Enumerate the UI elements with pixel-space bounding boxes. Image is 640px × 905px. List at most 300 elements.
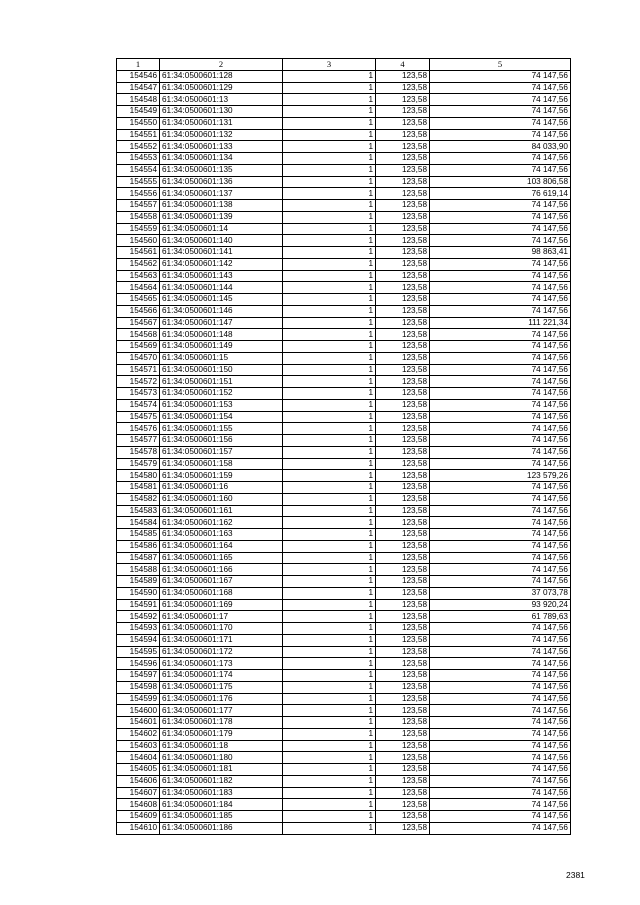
table-cell-col2: 61:34:0500601:14: [160, 223, 283, 235]
table-cell-col2: 61:34:0500601:132: [160, 129, 283, 141]
table-cell-col4: 123,58: [376, 587, 430, 599]
table-cell-col5: 74 147,56: [430, 211, 571, 223]
table-row: [117, 223, 571, 235]
table-cell-col3: 1: [283, 294, 376, 306]
table-cell-col5: 74 147,56: [430, 282, 571, 294]
table-row: [117, 822, 571, 834]
table-cell-col2: 61:34:0500601:147: [160, 317, 283, 329]
table-cell-col5: 74 147,56: [430, 376, 571, 388]
table-cell-col1: 154592: [117, 611, 160, 623]
table-cell-col1: 154562: [117, 258, 160, 270]
table-cell-col2: 61:34:0500601:16: [160, 482, 283, 494]
table-cell-col4: 123,58: [376, 376, 430, 388]
table-cell-col4: 123,58: [376, 94, 430, 106]
table-cell-col4: 123,58: [376, 282, 430, 294]
table-cell-col1: 154555: [117, 176, 160, 188]
table-cell-col4: 123,58: [376, 787, 430, 799]
table-cell-col3: 1: [283, 752, 376, 764]
table-cell-col1: 154585: [117, 529, 160, 541]
table-cell-col1: 154556: [117, 188, 160, 200]
table-row: [117, 458, 571, 470]
table-cell-col1: 154559: [117, 223, 160, 235]
table-row: [117, 670, 571, 682]
table-cell-col2: 61:34:0500601:144: [160, 282, 283, 294]
table-row: [117, 752, 571, 764]
table-cell-col1: 154596: [117, 658, 160, 670]
table-cell-col2: 61:34:0500601:159: [160, 470, 283, 482]
table-cell-col4: 123,58: [376, 153, 430, 165]
table-cell-col1: 154579: [117, 458, 160, 470]
table-cell-col3: 1: [283, 235, 376, 247]
table-row: [117, 94, 571, 106]
table-cell-col2: 61:34:0500601:140: [160, 235, 283, 247]
table-cell-col4: 123,58: [376, 423, 430, 435]
table-cell-col1: 154586: [117, 540, 160, 552]
column-header-4: 4: [376, 59, 430, 71]
table-cell-col3: 1: [283, 106, 376, 118]
table-cell-col5: 74 147,56: [430, 388, 571, 400]
table-cell-col1: 154575: [117, 411, 160, 423]
table-cell-col4: 123,58: [376, 435, 430, 447]
table-cell-col2: 61:34:0500601:129: [160, 82, 283, 94]
table-cell-col1: 154595: [117, 646, 160, 658]
table-cell-col2: 61:34:0500601:154: [160, 411, 283, 423]
table-cell-col4: 123,58: [376, 634, 430, 646]
table-cell-col5: 74 147,56: [430, 752, 571, 764]
table-cell-col2: 61:34:0500601:166: [160, 564, 283, 576]
table-cell-col1: 154563: [117, 270, 160, 282]
table-row: [117, 775, 571, 787]
table-row: [117, 305, 571, 317]
table-cell-col1: 154599: [117, 693, 160, 705]
table-cell-col4: 123,58: [376, 352, 430, 364]
table-cell-col3: 1: [283, 811, 376, 823]
table-row: [117, 270, 571, 282]
table-cell-col4: 123,58: [376, 705, 430, 717]
table-row: [117, 623, 571, 635]
table-cell-col4: 123,58: [376, 529, 430, 541]
table-cell-col5: 74 147,56: [430, 623, 571, 635]
table-cell-col1: 154590: [117, 587, 160, 599]
table-cell-col2: 61:34:0500601:134: [160, 153, 283, 165]
table-cell-col1: 154570: [117, 352, 160, 364]
table-cell-col4: 123,58: [376, 470, 430, 482]
table-cell-col1: 154597: [117, 670, 160, 682]
table-cell-col3: 1: [283, 388, 376, 400]
column-header-5: 5: [430, 59, 571, 71]
table-cell-col3: 1: [283, 775, 376, 787]
table-cell-col4: 123,58: [376, 740, 430, 752]
table-cell-col4: 123,58: [376, 82, 430, 94]
table-cell-col4: 123,58: [376, 717, 430, 729]
table-cell-col1: 154609: [117, 811, 160, 823]
table-cell-col5: 74 147,56: [430, 106, 571, 118]
table-cell-col1: 154574: [117, 399, 160, 411]
table-cell-col3: 1: [283, 787, 376, 799]
table-cell-col4: 123,58: [376, 752, 430, 764]
table-cell-col1: 154610: [117, 822, 160, 834]
table-cell-col4: 123,58: [376, 399, 430, 411]
table-cell-col2: 61:34:0500601:179: [160, 728, 283, 740]
table-cell-col4: 123,58: [376, 446, 430, 458]
table-cell-col2: 61:34:0500601:146: [160, 305, 283, 317]
table-cell-col5: 103 806,58: [430, 176, 571, 188]
table-cell-col2: 61:34:0500601:135: [160, 164, 283, 176]
table-row: [117, 211, 571, 223]
table-cell-col1: 154578: [117, 446, 160, 458]
table-cell-col4: 123,58: [376, 623, 430, 635]
table-cell-col3: 1: [283, 611, 376, 623]
table-cell-col1: 154582: [117, 493, 160, 505]
table-cell-col1: 154551: [117, 129, 160, 141]
table-cell-col5: 74 147,56: [430, 223, 571, 235]
table-cell-col1: 154553: [117, 153, 160, 165]
table-cell-col5: 74 147,56: [430, 235, 571, 247]
table-cell-col3: 1: [283, 435, 376, 447]
table-cell-col2: 61:34:0500601:186: [160, 822, 283, 834]
table-cell-col2: 61:34:0500601:138: [160, 200, 283, 212]
table-cell-col4: 123,58: [376, 200, 430, 212]
table-row: [117, 200, 571, 212]
table-cell-col5: 74 147,56: [430, 153, 571, 165]
table-cell-col1: 154549: [117, 106, 160, 118]
table-cell-col1: 154572: [117, 376, 160, 388]
table-row: [117, 188, 571, 200]
table-cell-col2: 61:34:0500601:136: [160, 176, 283, 188]
table-cell-col1: 154546: [117, 70, 160, 82]
table-cell-col5: 84 033,90: [430, 141, 571, 153]
table-cell-col5: 74 147,56: [430, 446, 571, 458]
table-cell-col3: 1: [283, 670, 376, 682]
table-cell-col3: 1: [283, 623, 376, 635]
table-row: [117, 646, 571, 658]
table-cell-col5: 111 221,34: [430, 317, 571, 329]
table-cell-col1: 154604: [117, 752, 160, 764]
table-cell-col5: 74 147,56: [430, 82, 571, 94]
table-cell-col3: 1: [283, 247, 376, 259]
table-row: [117, 576, 571, 588]
table-cell-col5: 74 147,56: [430, 458, 571, 470]
table-cell-col4: 123,58: [376, 775, 430, 787]
table-cell-col3: 1: [283, 446, 376, 458]
table-cell-col3: 1: [283, 822, 376, 834]
table-cell-col1: 154583: [117, 505, 160, 517]
table-cell-col1: 154565: [117, 294, 160, 306]
table-cell-col5: 74 147,56: [430, 352, 571, 364]
table-cell-col5: 74 147,56: [430, 70, 571, 82]
table-cell-col1: 154606: [117, 775, 160, 787]
table-cell-col4: 123,58: [376, 517, 430, 529]
table-cell-col5: 74 147,56: [430, 129, 571, 141]
table-row: [117, 411, 571, 423]
table-cell-col5: 74 147,56: [430, 329, 571, 341]
table-cell-col5: 74 147,56: [430, 822, 571, 834]
table-cell-col5: 74 147,56: [430, 693, 571, 705]
table-cell-col3: 1: [283, 94, 376, 106]
table-cell-col2: 61:34:0500601:178: [160, 717, 283, 729]
table-cell-col4: 123,58: [376, 458, 430, 470]
table-cell-col5: 74 147,56: [430, 411, 571, 423]
table-cell-col5: 74 147,56: [430, 646, 571, 658]
table-cell-col4: 123,58: [376, 611, 430, 623]
table-cell-col4: 123,58: [376, 540, 430, 552]
table-row: [117, 235, 571, 247]
table-row: [117, 423, 571, 435]
table-cell-col1: 154568: [117, 329, 160, 341]
table-row: [117, 552, 571, 564]
table-cell-col5: 74 147,56: [430, 364, 571, 376]
table-cell-col3: 1: [283, 211, 376, 223]
table-cell-col3: 1: [283, 658, 376, 670]
table-cell-col3: 1: [283, 705, 376, 717]
table-cell-col3: 1: [283, 505, 376, 517]
table-cell-col3: 1: [283, 740, 376, 752]
table-row: [117, 117, 571, 129]
table-cell-col3: 1: [283, 117, 376, 129]
table-cell-col3: 1: [283, 576, 376, 588]
table-cell-col1: 154591: [117, 599, 160, 611]
table-cell-col3: 1: [283, 70, 376, 82]
table-cell-col4: 123,58: [376, 646, 430, 658]
table-cell-col5: 74 147,56: [430, 505, 571, 517]
table-cell-col2: 61:34:0500601:168: [160, 587, 283, 599]
table-cell-col2: 61:34:0500601:181: [160, 764, 283, 776]
table-cell-col5: 74 147,56: [430, 811, 571, 823]
table-row: [117, 317, 571, 329]
table-cell-col4: 123,58: [376, 552, 430, 564]
table-cell-col2: 61:34:0500601:171: [160, 634, 283, 646]
table-cell-col4: 123,58: [376, 681, 430, 693]
table-cell-col2: 61:34:0500601:157: [160, 446, 283, 458]
table-cell-col5: 74 147,56: [430, 258, 571, 270]
table-cell-col1: 154552: [117, 141, 160, 153]
table-row: [117, 517, 571, 529]
table-body: [117, 70, 571, 834]
table-row: [117, 399, 571, 411]
table-cell-col4: 123,58: [376, 482, 430, 494]
table-cell-col2: 61:34:0500601:161: [160, 505, 283, 517]
table-cell-col4: 123,58: [376, 411, 430, 423]
table-cell-col3: 1: [283, 270, 376, 282]
table-cell-col5: 74 147,56: [430, 94, 571, 106]
table-cell-col5: 74 147,56: [430, 576, 571, 588]
table-cell-col4: 123,58: [376, 294, 430, 306]
table-cell-col5: 74 147,56: [430, 540, 571, 552]
table-cell-col5: 74 147,56: [430, 200, 571, 212]
table-cell-col5: 74 147,56: [430, 764, 571, 776]
table-row: [117, 658, 571, 670]
table-cell-col2: 61:34:0500601:148: [160, 329, 283, 341]
table-row: [117, 587, 571, 599]
table-cell-col5: 74 147,56: [430, 529, 571, 541]
table-row: [117, 376, 571, 388]
table-cell-col5: 74 147,56: [430, 270, 571, 282]
table-cell-col1: 154602: [117, 728, 160, 740]
table-cell-col4: 123,58: [376, 176, 430, 188]
table-cell-col2: 61:34:0500601:145: [160, 294, 283, 306]
table-cell-col2: 61:34:0500601:165: [160, 552, 283, 564]
table-cell-col2: 61:34:0500601:156: [160, 435, 283, 447]
table-cell-col5: 37 073,78: [430, 587, 571, 599]
table-row: [117, 294, 571, 306]
table-cell-col4: 123,58: [376, 188, 430, 200]
table-row: [117, 82, 571, 94]
table-cell-col1: 154594: [117, 634, 160, 646]
table-cell-col3: 1: [283, 423, 376, 435]
table-cell-col4: 123,58: [376, 223, 430, 235]
table-cell-col3: 1: [283, 188, 376, 200]
table-cell-col1: 154588: [117, 564, 160, 576]
table-cell-col4: 123,58: [376, 305, 430, 317]
table-cell-col2: 61:34:0500601:183: [160, 787, 283, 799]
table-cell-col5: 74 147,56: [430, 305, 571, 317]
table-cell-col1: 154587: [117, 552, 160, 564]
table-cell-col3: 1: [283, 329, 376, 341]
table-cell-col2: 61:34:0500601:162: [160, 517, 283, 529]
table-cell-col5: 74 147,56: [430, 634, 571, 646]
table-cell-col1: 154589: [117, 576, 160, 588]
table-cell-col2: 61:34:0500601:18: [160, 740, 283, 752]
table-cell-col4: 123,58: [376, 141, 430, 153]
table-cell-col5: 74 147,56: [430, 728, 571, 740]
table-cell-col5: 74 147,56: [430, 564, 571, 576]
table-row: [117, 341, 571, 353]
table-cell-col3: 1: [283, 634, 376, 646]
table-cell-col2: 61:34:0500601:185: [160, 811, 283, 823]
table-row: [117, 106, 571, 118]
data-table: [116, 58, 571, 835]
table-row: [117, 352, 571, 364]
table-cell-col3: 1: [283, 482, 376, 494]
table-cell-col4: 123,58: [376, 235, 430, 247]
table-cell-col4: 123,58: [376, 117, 430, 129]
table-cell-col2: 61:34:0500601:169: [160, 599, 283, 611]
table-cell-col5: 74 147,56: [430, 294, 571, 306]
table-row: [117, 247, 571, 259]
table-cell-col3: 1: [283, 82, 376, 94]
table-cell-col3: 1: [283, 223, 376, 235]
table-cell-col4: 123,58: [376, 270, 430, 282]
column-header-2: 2: [160, 59, 283, 71]
table-cell-col1: 154554: [117, 164, 160, 176]
header-row: [117, 59, 571, 71]
table-cell-col1: 154560: [117, 235, 160, 247]
table-cell-col4: 123,58: [376, 822, 430, 834]
table-cell-col4: 123,58: [376, 811, 430, 823]
table-cell-col5: 98 863,41: [430, 247, 571, 259]
table-cell-col5: 93 920,24: [430, 599, 571, 611]
table-cell-col3: 1: [283, 646, 376, 658]
table-cell-col3: 1: [283, 458, 376, 470]
table-cell-col1: 154547: [117, 82, 160, 94]
table-cell-col2: 61:34:0500601:158: [160, 458, 283, 470]
table-cell-col3: 1: [283, 411, 376, 423]
table-cell-col4: 123,58: [376, 658, 430, 670]
table-cell-col2: 61:34:0500601:176: [160, 693, 283, 705]
table-cell-col2: 61:34:0500601:17: [160, 611, 283, 623]
table-cell-col2: 61:34:0500601:142: [160, 258, 283, 270]
table-row: [117, 564, 571, 576]
table-cell-col5: 74 147,56: [430, 341, 571, 353]
table-cell-col1: 154569: [117, 341, 160, 353]
table-cell-col2: 61:34:0500601:139: [160, 211, 283, 223]
table-cell-col2: 61:34:0500601:143: [160, 270, 283, 282]
table-cell-col2: 61:34:0500601:160: [160, 493, 283, 505]
table-row: [117, 388, 571, 400]
table-row: [117, 129, 571, 141]
table-cell-col3: 1: [283, 341, 376, 353]
table-cell-col3: 1: [283, 552, 376, 564]
table-cell-col2: 61:34:0500601:13: [160, 94, 283, 106]
table-cell-col4: 123,58: [376, 70, 430, 82]
table-row: [117, 153, 571, 165]
table-row: [117, 728, 571, 740]
table-cell-col2: 61:34:0500601:180: [160, 752, 283, 764]
table-cell-col5: 74 147,56: [430, 517, 571, 529]
table-row: [117, 176, 571, 188]
table-row: [117, 740, 571, 752]
table-cell-col1: 154566: [117, 305, 160, 317]
column-header-1: 1: [117, 59, 160, 71]
table-cell-col3: 1: [283, 258, 376, 270]
table-cell-col2: 61:34:0500601:182: [160, 775, 283, 787]
table-row: [117, 764, 571, 776]
table-cell-col4: 123,58: [376, 764, 430, 776]
table-cell-col1: 154603: [117, 740, 160, 752]
table-cell-col4: 123,58: [376, 164, 430, 176]
table-row: [117, 493, 571, 505]
table-cell-col2: 61:34:0500601:172: [160, 646, 283, 658]
table-cell-col5: 74 147,56: [430, 681, 571, 693]
table-row: [117, 364, 571, 376]
table-cell-col4: 123,58: [376, 329, 430, 341]
table-cell-col5: 123 579,26: [430, 470, 571, 482]
table-cell-col2: 61:34:0500601:130: [160, 106, 283, 118]
table-cell-col2: 61:34:0500601:137: [160, 188, 283, 200]
table-cell-col2: 61:34:0500601:177: [160, 705, 283, 717]
table-row: [117, 470, 571, 482]
table-cell-col2: 61:34:0500601:164: [160, 540, 283, 552]
table-cell-col4: 123,58: [376, 341, 430, 353]
table-cell-col1: 154607: [117, 787, 160, 799]
table-cell-col4: 123,58: [376, 799, 430, 811]
table-cell-col4: 123,58: [376, 599, 430, 611]
table-cell-col2: 61:34:0500601:170: [160, 623, 283, 635]
table-cell-col1: 154601: [117, 717, 160, 729]
table-cell-col3: 1: [283, 681, 376, 693]
table-cell-col1: 154581: [117, 482, 160, 494]
table-row: [117, 505, 571, 517]
table-row: [117, 611, 571, 623]
table-row: [117, 529, 571, 541]
table-cell-col3: 1: [283, 305, 376, 317]
table-cell-col1: 154577: [117, 435, 160, 447]
table-cell-col4: 123,58: [376, 505, 430, 517]
table-cell-col5: 74 147,56: [430, 482, 571, 494]
table-row: [117, 787, 571, 799]
table-cell-col5: 74 147,56: [430, 775, 571, 787]
table-row: [117, 70, 571, 82]
table-row: [117, 329, 571, 341]
table-cell-col3: 1: [283, 176, 376, 188]
table-cell-col2: 61:34:0500601:131: [160, 117, 283, 129]
table-cell-col5: 74 147,56: [430, 658, 571, 670]
table-row: [117, 282, 571, 294]
table-cell-col5: 74 147,56: [430, 717, 571, 729]
table-cell-col2: 61:34:0500601:167: [160, 576, 283, 588]
table-cell-col2: 61:34:0500601:152: [160, 388, 283, 400]
table-cell-col5: 76 619,14: [430, 188, 571, 200]
